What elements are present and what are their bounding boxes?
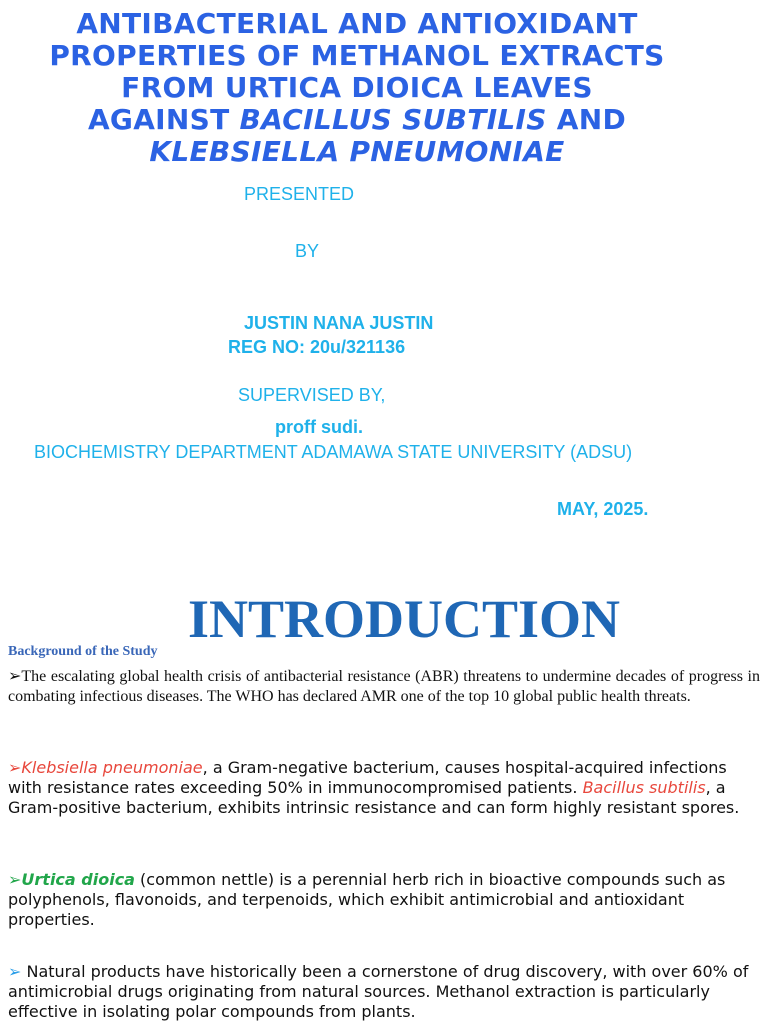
bullet-arrow-icon: ➢ bbox=[8, 962, 22, 981]
title-line-suffix: AND bbox=[546, 103, 627, 136]
presenter-name: JUSTIN NANA JUSTIN bbox=[244, 313, 434, 333]
title-line-prefix: AGAINST bbox=[87, 103, 240, 136]
title-line bbox=[0, 136, 714, 168]
bullet-arrow-icon: ➢ bbox=[8, 758, 22, 777]
paragraph-urtica bbox=[8, 870, 764, 930]
title-line: FROM URTICA DIOICA LEAVES bbox=[121, 71, 593, 104]
bullet-arrow-icon: ➢ bbox=[8, 870, 22, 889]
background-subheading: Background of the Study bbox=[8, 644, 158, 659]
department-line: BIOCHEMISTRY DEPARTMENT ADAMAWA STATE UNIVERSITY (ADSU) bbox=[34, 442, 633, 462]
presentation-date: MAY, 2025. bbox=[557, 499, 649, 519]
reg-number: REG NO: 20u/321136 bbox=[228, 337, 406, 357]
by-label: BY bbox=[295, 241, 320, 261]
paragraph-text: Natural products have historically been a cornerstone of drug discovery, with over 60% of antimicrobial drugs originating from natural sources. Methanol extraction is particularly effective in isolating polar compounds from plants. bbox=[8, 962, 749, 1021]
title-line: ANTIBACTERIAL AND ANTIOXIDANT bbox=[76, 7, 638, 40]
title-species-bacillus: BACILLUS SUBTILIS bbox=[239, 103, 547, 136]
paragraph-text: , a Gram-positive bacterium, exhibits intrinsic resistance and can form highly resistant spores. bbox=[8, 778, 740, 817]
species-klebsiella: Klebsiella pneumoniae bbox=[21, 758, 203, 777]
species-bacillus: Bacillus subtilis bbox=[582, 778, 706, 797]
title-line bbox=[0, 104, 714, 136]
introduction-slide bbox=[0, 560, 768, 1024]
presentation-title bbox=[0, 8, 714, 168]
title-species-klebsiella: KLEBSIELLA PNEUMONIAE bbox=[149, 135, 565, 168]
supervised-by-label: SUPERVISED BY, bbox=[238, 385, 386, 405]
paragraph-text: The escalating global health crisis of antibacterial resistance (ABR) threatens to undermine decades of progress in combating infectious diseases. The WHO has declared AMR one of the top 10 global public health threats. bbox=[8, 668, 760, 705]
paragraph-abr bbox=[8, 667, 760, 707]
bullet-arrow-icon: ➢ bbox=[8, 668, 22, 685]
title-line: PROPERTIES OF METHANOL EXTRACTS bbox=[49, 39, 665, 72]
paragraph-text: , a Gram-negative bacterium, causes hospital-acquired infections with resistance rates exceeding 50% in immunocompromised patients. bbox=[8, 758, 727, 797]
introduction-heading: INTRODUCTION bbox=[187, 589, 621, 649]
paragraph-text: (common nettle) is a perennial herb rich in bioactive compounds such as polyphenols, flavonoids, and terpenoids, which exhibit antimicrobial and antioxidant properties. bbox=[8, 870, 726, 929]
supervisor-name: proff sudi. bbox=[275, 417, 363, 437]
species-urtica: Urtica dioica bbox=[21, 870, 135, 889]
presented-label: PRESENTED bbox=[244, 184, 355, 204]
paragraph-pathogens bbox=[8, 758, 764, 818]
paragraph-natural-products bbox=[8, 962, 764, 1022]
